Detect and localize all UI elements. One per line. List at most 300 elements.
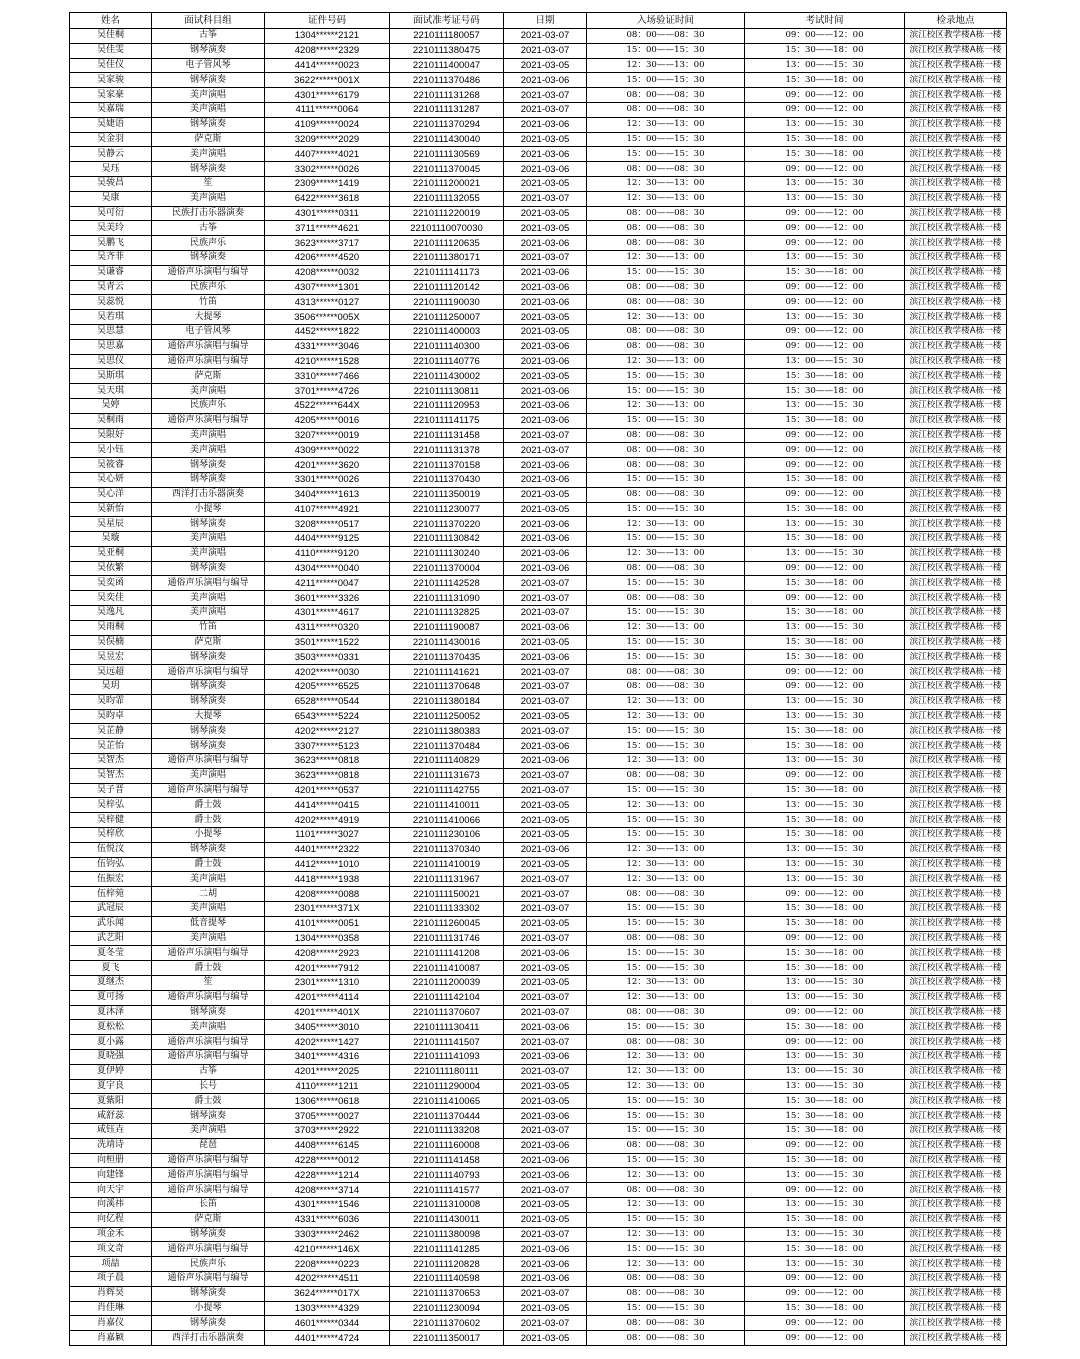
table-row bbox=[70, 324, 1007, 339]
cell-check-in-time: 08：00——08：30 bbox=[587, 1005, 745, 1020]
cell-id-number: 4110******1211 bbox=[265, 1079, 390, 1094]
table-row bbox=[70, 1020, 1007, 1035]
table-row bbox=[70, 102, 1007, 117]
cell-ticket-number: 2210111190030 bbox=[390, 295, 504, 310]
cell-ticket-number: 2210111131746 bbox=[390, 931, 504, 946]
cell-id-number: 4202******0030 bbox=[265, 665, 390, 680]
cell-ticket-number: 2210111140300 bbox=[390, 339, 504, 354]
cell-check-in-time: 08：00——08：30 bbox=[587, 428, 745, 443]
table-row bbox=[70, 1094, 1007, 1109]
table-row bbox=[70, 191, 1007, 206]
cell-id-number: 3501******1522 bbox=[265, 635, 390, 650]
cell-ticket-number: 2210111370340 bbox=[390, 842, 504, 857]
cell-check-in-time: 08：00——08：30 bbox=[587, 887, 745, 902]
cell-date: 2021-03-07 bbox=[504, 768, 587, 783]
cell-exam-time: 09：00——12：00 bbox=[745, 29, 905, 44]
cell-exam-time: 15：30——18：00 bbox=[745, 635, 905, 650]
cell-subject: 通俗声乐演唱与编导 bbox=[152, 1242, 265, 1257]
cell-check-in-time: 08：00——08：30 bbox=[587, 561, 745, 576]
cell-check-in-location: 滨江校区教学楼A栋一楼 bbox=[905, 916, 1007, 931]
table-row bbox=[70, 694, 1007, 709]
cell-exam-time: 13：00——15：30 bbox=[745, 709, 905, 724]
cell-ticket-number: 2210111131458 bbox=[390, 428, 504, 443]
cell-name: 吴家豪 bbox=[70, 88, 152, 103]
cell-id-number: 4107******4921 bbox=[265, 502, 390, 517]
cell-name: 吴筱睿 bbox=[70, 458, 152, 473]
cell-ticket-number: 2210111370653 bbox=[390, 1286, 504, 1301]
cell-id-number: 4208******0088 bbox=[265, 887, 390, 902]
cell-subject: 通俗声乐演唱与编导 bbox=[152, 990, 265, 1005]
cell-name: 项子晨 bbox=[70, 1271, 152, 1286]
cell-ticket-number: 2210111410019 bbox=[390, 857, 504, 872]
table-row bbox=[70, 88, 1007, 103]
cell-exam-time: 09：00——12：00 bbox=[745, 88, 905, 103]
cell-check-in-time: 15：00——15：30 bbox=[587, 783, 745, 798]
table-row bbox=[70, 1183, 1007, 1198]
table-row bbox=[70, 132, 1007, 147]
cell-id-number: 4401******4724 bbox=[265, 1331, 390, 1346]
cell-check-in-location: 滨江校区教学楼A栋一楼 bbox=[905, 162, 1007, 177]
table-row bbox=[70, 236, 1007, 251]
cell-id-number: 4208******2329 bbox=[265, 43, 390, 58]
cell-check-in-time: 08：00——08：30 bbox=[587, 1286, 745, 1301]
cell-name: 武乐闻 bbox=[70, 916, 152, 931]
cell-name: 向天宇 bbox=[70, 1183, 152, 1198]
cell-date: 2021-03-05 bbox=[504, 916, 587, 931]
cell-check-in-location: 滨江校区教学楼A栋一楼 bbox=[905, 191, 1007, 206]
cell-subject: 民族打击乐器演奏 bbox=[152, 206, 265, 221]
cell-exam-time: 13：00——15：30 bbox=[745, 754, 905, 769]
cell-id-number: 4201******4114 bbox=[265, 990, 390, 1005]
cell-name: 吴依繁 bbox=[70, 561, 152, 576]
cell-ticket-number: 2210111350017 bbox=[390, 1331, 504, 1346]
cell-check-in-location: 滨江校区教学楼A栋一楼 bbox=[905, 280, 1007, 295]
cell-ticket-number: 2210111370602 bbox=[390, 1316, 504, 1331]
cell-check-in-location: 滨江校区教学楼A栋一楼 bbox=[905, 354, 1007, 369]
cell-exam-time: 13：00——15：30 bbox=[745, 117, 905, 132]
cell-check-in-time: 15：00——15：30 bbox=[587, 724, 745, 739]
cell-ticket-number: 2210111290004 bbox=[390, 1079, 504, 1094]
cell-id-number: 2301******371X bbox=[265, 902, 390, 917]
cell-date: 2021-03-05 bbox=[504, 176, 587, 191]
cell-ticket-number: 2210111140829 bbox=[390, 754, 504, 769]
cell-date: 2021-03-06 bbox=[504, 546, 587, 561]
cell-id-number: 4401******2322 bbox=[265, 842, 390, 857]
cell-name: 吴芷怡 bbox=[70, 739, 152, 754]
cell-exam-time: 13：00——15：30 bbox=[745, 694, 905, 709]
table-row bbox=[70, 206, 1007, 221]
table-row bbox=[70, 443, 1007, 458]
cell-name: 吴奕函 bbox=[70, 576, 152, 591]
cell-check-in-location: 滨江校区教学楼A栋一楼 bbox=[905, 1020, 1007, 1035]
table-row bbox=[70, 1049, 1007, 1064]
cell-date: 2021-03-05 bbox=[504, 1197, 587, 1212]
table-row bbox=[70, 1271, 1007, 1286]
cell-ticket-number: 2210111141175 bbox=[390, 413, 504, 428]
cell-ticket-number: 2210111120635 bbox=[390, 236, 504, 251]
cell-subject: 古筝 bbox=[152, 1064, 265, 1079]
cell-name: 吴梓健 bbox=[70, 813, 152, 828]
cell-id-number: 4210******146X bbox=[265, 1242, 390, 1257]
cell-check-in-time: 12：30——13：00 bbox=[587, 798, 745, 813]
cell-subject: 笙 bbox=[152, 176, 265, 191]
cell-check-in-location: 滨江校区教学楼A栋一楼 bbox=[905, 265, 1007, 280]
cell-date: 2021-03-05 bbox=[504, 221, 587, 236]
cell-name: 吴桐雨 bbox=[70, 413, 152, 428]
cell-check-in-time: 15：00——15：30 bbox=[587, 369, 745, 384]
cell-ticket-number: 2210111260045 bbox=[390, 916, 504, 931]
cell-date: 2021-03-06 bbox=[504, 117, 587, 132]
cell-check-in-location: 滨江校区教学楼A栋一楼 bbox=[905, 398, 1007, 413]
cell-date: 2021-03-06 bbox=[504, 384, 587, 399]
cell-check-in-location: 滨江校区教学楼A栋一楼 bbox=[905, 931, 1007, 946]
cell-check-in-location: 滨江校区教学楼A栋一楼 bbox=[905, 102, 1007, 117]
cell-id-number: 3622******001X bbox=[265, 73, 390, 88]
cell-id-number: 3310******7466 bbox=[265, 369, 390, 384]
cell-exam-time: 15：30——18：00 bbox=[745, 1153, 905, 1168]
cell-name: 夏可扬 bbox=[70, 990, 152, 1005]
cell-name: 吴蕊悦 bbox=[70, 295, 152, 310]
table-row bbox=[70, 162, 1007, 177]
cell-ticket-number: 2210111410087 bbox=[390, 961, 504, 976]
cell-subject: 美声演唱 bbox=[152, 931, 265, 946]
cell-subject: 古筝 bbox=[152, 221, 265, 236]
cell-subject: 琵琶 bbox=[152, 1138, 265, 1153]
cell-date: 2021-03-06 bbox=[504, 265, 587, 280]
cell-name: 吴思仪 bbox=[70, 354, 152, 369]
cell-exam-time: 09：00——12：00 bbox=[745, 339, 905, 354]
cell-id-number: 4309******0022 bbox=[265, 443, 390, 458]
cell-date: 2021-03-06 bbox=[504, 754, 587, 769]
cell-name: 向亿程 bbox=[70, 1212, 152, 1227]
cell-date: 2021-03-05 bbox=[504, 1094, 587, 1109]
cell-ticket-number: 2210111140793 bbox=[390, 1168, 504, 1183]
cell-id-number: 3623******0818 bbox=[265, 768, 390, 783]
table-row bbox=[70, 73, 1007, 88]
cell-subject: 萨克斯 bbox=[152, 635, 265, 650]
cell-date: 2021-03-06 bbox=[504, 472, 587, 487]
cell-name: 吴俣楠 bbox=[70, 635, 152, 650]
cell-id-number: 3208******0517 bbox=[265, 517, 390, 532]
cell-subject: 钢琴演奏 bbox=[152, 1286, 265, 1301]
cell-id-number: 1306******0618 bbox=[265, 1094, 390, 1109]
table-row bbox=[70, 650, 1007, 665]
cell-subject: 通俗声乐演唱与编导 bbox=[152, 1183, 265, 1198]
cell-name: 向溪祎 bbox=[70, 1197, 152, 1212]
cell-subject: 钢琴演奏 bbox=[152, 1316, 265, 1331]
cell-name: 夏继杰 bbox=[70, 976, 152, 991]
cell-subject: 钢琴演奏 bbox=[152, 739, 265, 754]
cell-subject: 美声演唱 bbox=[152, 428, 265, 443]
column-header-subject: 面试科目组 bbox=[152, 13, 265, 29]
table-row bbox=[70, 724, 1007, 739]
cell-check-in-location: 滨江校区教学楼A栋一楼 bbox=[905, 828, 1007, 843]
cell-check-in-location: 滨江校区教学楼A栋一楼 bbox=[905, 1064, 1007, 1079]
table-row bbox=[70, 29, 1007, 44]
cell-check-in-location: 滨江校区教学楼A栋一楼 bbox=[905, 221, 1007, 236]
cell-date: 2021-03-05 bbox=[504, 961, 587, 976]
cell-exam-time: 13：00——15：30 bbox=[745, 546, 905, 561]
cell-check-in-time: 08：00——08：30 bbox=[587, 931, 745, 946]
table-row bbox=[70, 295, 1007, 310]
cell-ticket-number: 2210111130569 bbox=[390, 147, 504, 162]
cell-date: 2021-03-05 bbox=[504, 132, 587, 147]
cell-check-in-location: 滨江校区教学楼A栋一楼 bbox=[905, 1123, 1007, 1138]
cell-subject: 美声演唱 bbox=[152, 606, 265, 621]
cell-name: 夏晓强 bbox=[70, 1049, 152, 1064]
cell-check-in-time: 15：00——15：30 bbox=[587, 916, 745, 931]
column-header-date: 日期 bbox=[504, 13, 587, 29]
cell-check-in-time: 12：30——13：00 bbox=[587, 398, 745, 413]
cell-date: 2021-03-06 bbox=[504, 1153, 587, 1168]
cell-check-in-location: 滨江校区教学楼A栋一楼 bbox=[905, 58, 1007, 73]
table-row bbox=[70, 620, 1007, 635]
cell-check-in-time: 08：00——08：30 bbox=[587, 458, 745, 473]
cell-ticket-number: 2210111370435 bbox=[390, 650, 504, 665]
table-row bbox=[70, 680, 1007, 695]
cell-exam-time: 09：00——12：00 bbox=[745, 206, 905, 221]
cell-id-number: 3601******3326 bbox=[265, 591, 390, 606]
table-row bbox=[70, 1227, 1007, 1242]
cell-check-in-location: 滨江校区教学楼A栋一楼 bbox=[905, 1227, 1007, 1242]
cell-name: 肖嘉仪 bbox=[70, 1316, 152, 1331]
cell-date: 2021-03-06 bbox=[504, 650, 587, 665]
cell-name: 吴骏昌 bbox=[70, 176, 152, 191]
table-row bbox=[70, 635, 1007, 650]
cell-name: 吴天琪 bbox=[70, 384, 152, 399]
cell-id-number: 1101******3027 bbox=[265, 828, 390, 843]
cell-name: 吴婷 bbox=[70, 398, 152, 413]
table-row bbox=[70, 916, 1007, 931]
cell-id-number: 1304******2121 bbox=[265, 29, 390, 44]
cell-date: 2021-03-05 bbox=[504, 324, 587, 339]
table-body bbox=[70, 29, 1007, 1346]
table-row bbox=[70, 147, 1007, 162]
cell-exam-time: 09：00——12：00 bbox=[745, 591, 905, 606]
cell-name: 肖辉昊 bbox=[70, 1286, 152, 1301]
cell-subject: 美声演唱 bbox=[152, 88, 265, 103]
cell-name: 吴婕语 bbox=[70, 117, 152, 132]
cell-date: 2021-03-07 bbox=[504, 887, 587, 902]
cell-subject: 低音提琴 bbox=[152, 916, 265, 931]
cell-subject: 通俗声乐演唱与编导 bbox=[152, 1271, 265, 1286]
cell-date: 2021-03-07 bbox=[504, 428, 587, 443]
cell-name: 夏紫阳 bbox=[70, 1094, 152, 1109]
cell-id-number: 4407******4021 bbox=[265, 147, 390, 162]
cell-name: 吴可衍 bbox=[70, 206, 152, 221]
cell-check-in-time: 08：00——08：30 bbox=[587, 487, 745, 502]
table-row bbox=[70, 1168, 1007, 1183]
cell-exam-time: 13：00——15：30 bbox=[745, 176, 905, 191]
cell-check-in-time: 08：00——08：30 bbox=[587, 236, 745, 251]
cell-check-in-location: 滨江校区教学楼A栋一楼 bbox=[905, 73, 1007, 88]
cell-subject: 钢琴演奏 bbox=[152, 250, 265, 265]
table-row bbox=[70, 517, 1007, 532]
cell-name: 吴智杰 bbox=[70, 754, 152, 769]
cell-check-in-time: 12：30——13：00 bbox=[587, 250, 745, 265]
cell-check-in-location: 滨江校区教学楼A栋一楼 bbox=[905, 1109, 1007, 1124]
cell-date: 2021-03-05 bbox=[504, 1212, 587, 1227]
cell-exam-time: 15：30——18：00 bbox=[745, 369, 905, 384]
cell-check-in-location: 滨江校区教学楼A栋一楼 bbox=[905, 517, 1007, 532]
cell-check-in-time: 15：00——15：30 bbox=[587, 132, 745, 147]
table-row bbox=[70, 58, 1007, 73]
cell-subject: 美声演唱 bbox=[152, 872, 265, 887]
cell-check-in-time: 12：30——13：00 bbox=[587, 58, 745, 73]
cell-ticket-number: 2210111370004 bbox=[390, 561, 504, 576]
cell-check-in-location: 滨江校区教学楼A栋一楼 bbox=[905, 961, 1007, 976]
cell-ticket-number: 2210111430040 bbox=[390, 132, 504, 147]
cell-subject: 钢琴演奏 bbox=[152, 650, 265, 665]
cell-name: 吴鹏飞 bbox=[70, 236, 152, 251]
cell-exam-time: 09：00——12：00 bbox=[745, 768, 905, 783]
cell-date: 2021-03-06 bbox=[504, 73, 587, 88]
cell-name: 吴梓弘 bbox=[70, 798, 152, 813]
cell-ticket-number: 2210111160008 bbox=[390, 1138, 504, 1153]
cell-id-number: 4202******2127 bbox=[265, 724, 390, 739]
cell-subject: 钢琴演奏 bbox=[152, 458, 265, 473]
cell-exam-time: 13：00——15：30 bbox=[745, 1197, 905, 1212]
cell-exam-time: 15：30——18：00 bbox=[745, 828, 905, 843]
cell-ticket-number: 2210111190087 bbox=[390, 620, 504, 635]
cell-id-number: 6528******0544 bbox=[265, 694, 390, 709]
cell-check-in-time: 12：30——13：00 bbox=[587, 842, 745, 857]
cell-check-in-location: 滨江校区教学楼A栋一楼 bbox=[905, 384, 1007, 399]
cell-check-in-location: 滨江校区教学楼A栋一楼 bbox=[905, 976, 1007, 991]
cell-check-in-location: 滨江校区教学楼A栋一楼 bbox=[905, 369, 1007, 384]
cell-ticket-number: 2210111410011 bbox=[390, 798, 504, 813]
cell-ticket-number: 2210111310008 bbox=[390, 1197, 504, 1212]
cell-check-in-time: 12：30——13：00 bbox=[587, 1168, 745, 1183]
cell-check-in-time: 15：00——15：30 bbox=[587, 650, 745, 665]
cell-exam-time: 13：00——15：30 bbox=[745, 1049, 905, 1064]
cell-check-in-time: 08：00——08：30 bbox=[587, 221, 745, 236]
cell-date: 2021-03-05 bbox=[504, 1331, 587, 1346]
cell-id-number: 4111******0064 bbox=[265, 102, 390, 117]
cell-exam-time: 13：00——15：30 bbox=[745, 857, 905, 872]
cell-exam-time: 09：00——12：00 bbox=[745, 443, 905, 458]
cell-exam-time: 15：30——18：00 bbox=[745, 413, 905, 428]
cell-subject: 竹笛 bbox=[152, 295, 265, 310]
cell-date: 2021-03-05 bbox=[504, 828, 587, 843]
cell-ticket-number: 2210111141285 bbox=[390, 1242, 504, 1257]
cell-ticket-number: 2210111380098 bbox=[390, 1227, 504, 1242]
cell-ticket-number: 2210111370486 bbox=[390, 73, 504, 88]
table-row bbox=[70, 221, 1007, 236]
cell-subject: 钢琴演奏 bbox=[152, 842, 265, 857]
cell-ticket-number: 2210111370045 bbox=[390, 162, 504, 177]
cell-name: 肖佳琳 bbox=[70, 1301, 152, 1316]
table-row bbox=[70, 250, 1007, 265]
cell-date: 2021-03-07 bbox=[504, 443, 587, 458]
cell-ticket-number: 2210111141458 bbox=[390, 1153, 504, 1168]
cell-subject: 通俗声乐演唱与编导 bbox=[152, 576, 265, 591]
cell-id-number: 2309******1419 bbox=[265, 176, 390, 191]
cell-subject: 钢琴演奏 bbox=[152, 1109, 265, 1124]
cell-exam-time: 09：00——12：00 bbox=[745, 561, 905, 576]
cell-check-in-time: 08：00——08：30 bbox=[587, 1331, 745, 1346]
cell-subject: 钢琴演奏 bbox=[152, 724, 265, 739]
cell-ticket-number: 2210111120828 bbox=[390, 1257, 504, 1272]
cell-name: 伍振宏 bbox=[70, 872, 152, 887]
cell-name: 咸舒蕊 bbox=[70, 1109, 152, 1124]
cell-id-number: 3703******2922 bbox=[265, 1123, 390, 1138]
cell-id-number: 4313******0127 bbox=[265, 295, 390, 310]
cell-name: 向桓册 bbox=[70, 1153, 152, 1168]
cell-exam-time: 09：00——12：00 bbox=[745, 931, 905, 946]
cell-ticket-number: 2210111350019 bbox=[390, 487, 504, 502]
cell-subject: 钢琴演奏 bbox=[152, 73, 265, 88]
cell-check-in-time: 15：00——15：30 bbox=[587, 472, 745, 487]
cell-id-number: 4211******0047 bbox=[265, 576, 390, 591]
cell-ticket-number: 2210111150021 bbox=[390, 887, 504, 902]
cell-date: 2021-03-07 bbox=[504, 1005, 587, 1020]
cell-check-in-location: 滨江校区教学楼A栋一楼 bbox=[905, 606, 1007, 621]
cell-name: 夏松松 bbox=[70, 1020, 152, 1035]
cell-check-in-time: 15：00——15：30 bbox=[587, 576, 745, 591]
cell-subject: 爵士鼓 bbox=[152, 857, 265, 872]
cell-check-in-time: 15：00——15：30 bbox=[587, 1301, 745, 1316]
cell-date: 2021-03-06 bbox=[504, 339, 587, 354]
cell-check-in-time: 08：00——08：30 bbox=[587, 295, 745, 310]
cell-name: 夏沐泽 bbox=[70, 1005, 152, 1020]
cell-date: 2021-03-05 bbox=[504, 709, 587, 724]
cell-check-in-location: 滨江校区教学楼A栋一楼 bbox=[905, 413, 1007, 428]
cell-check-in-time: 08：00——08：30 bbox=[587, 324, 745, 339]
table-row bbox=[70, 1079, 1007, 1094]
cell-exam-time: 13：00——15：30 bbox=[745, 1064, 905, 1079]
cell-date: 2021-03-05 bbox=[504, 813, 587, 828]
cell-id-number: 3701******4726 bbox=[265, 384, 390, 399]
cell-subject: 通俗声乐演唱与编导 bbox=[152, 783, 265, 798]
cell-check-in-location: 滨江校区教学楼A栋一楼 bbox=[905, 783, 1007, 798]
cell-id-number: 3503******0331 bbox=[265, 650, 390, 665]
cell-exam-time: 09：00——12：00 bbox=[745, 1005, 905, 1020]
cell-date: 2021-03-07 bbox=[504, 191, 587, 206]
column-header-ticket-number: 面试准考证号码 bbox=[390, 13, 504, 29]
cell-exam-time: 15：30——18：00 bbox=[745, 739, 905, 754]
table-row bbox=[70, 902, 1007, 917]
cell-name: 项文奇 bbox=[70, 1242, 152, 1257]
cell-subject: 通俗声乐演唱与编导 bbox=[152, 754, 265, 769]
table-row bbox=[70, 1257, 1007, 1272]
cell-exam-time: 15：30——18：00 bbox=[745, 902, 905, 917]
cell-ticket-number: 2210111133302 bbox=[390, 902, 504, 917]
cell-check-in-location: 滨江校区教学楼A栋一楼 bbox=[905, 1331, 1007, 1346]
table-row bbox=[70, 1005, 1007, 1020]
table-row bbox=[70, 310, 1007, 325]
cell-subject: 美声演唱 bbox=[152, 768, 265, 783]
cell-check-in-time: 15：00——15：30 bbox=[587, 1020, 745, 1035]
cell-ticket-number: 2210111430011 bbox=[390, 1212, 504, 1227]
cell-subject: 古筝 bbox=[152, 29, 265, 44]
cell-subject: 西洋打击乐器演奏 bbox=[152, 1331, 265, 1346]
cell-exam-time: 15：30——18：00 bbox=[745, 43, 905, 58]
cell-id-number: 2301******1310 bbox=[265, 976, 390, 991]
cell-check-in-location: 滨江校区教学楼A栋一楼 bbox=[905, 887, 1007, 902]
cell-check-in-location: 滨江校区教学楼A栋一楼 bbox=[905, 532, 1007, 547]
cell-id-number: 3302******0026 bbox=[265, 162, 390, 177]
cell-subject: 美声演唱 bbox=[152, 384, 265, 399]
cell-check-in-location: 滨江校区教学楼A栋一楼 bbox=[905, 1212, 1007, 1227]
cell-check-in-time: 12：30——13：00 bbox=[587, 1227, 745, 1242]
cell-exam-time: 15：30——18：00 bbox=[745, 1094, 905, 1109]
cell-check-in-location: 滨江校区教学楼A栋一楼 bbox=[905, 458, 1007, 473]
cell-date: 2021-03-07 bbox=[504, 250, 587, 265]
cell-check-in-location: 滨江校区教学楼A栋一楼 bbox=[905, 1005, 1007, 1020]
cell-exam-time: 15：30——18：00 bbox=[745, 502, 905, 517]
cell-id-number: 4201******401X bbox=[265, 1005, 390, 1020]
